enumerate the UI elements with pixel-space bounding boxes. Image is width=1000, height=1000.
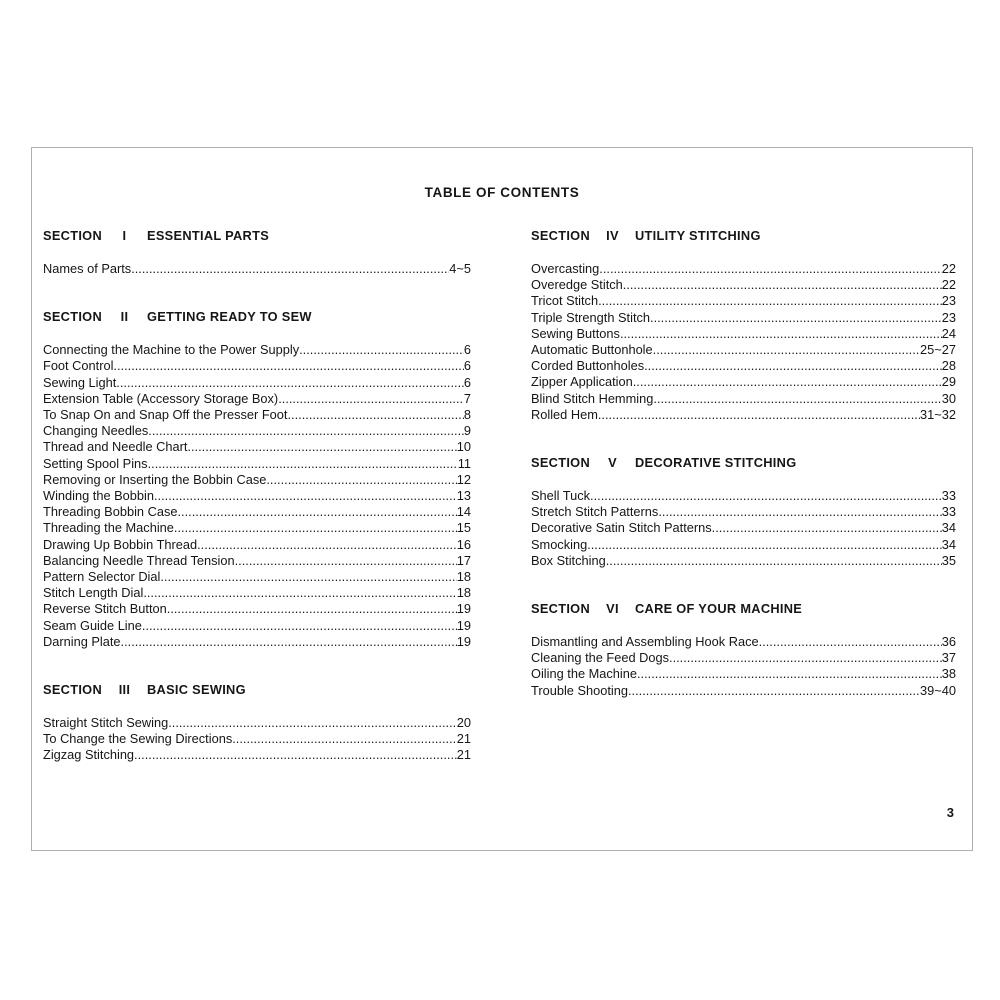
entry-page: 11 [457, 455, 471, 471]
dot-leader [148, 456, 458, 472]
entry-page: 33 [941, 504, 956, 520]
dot-leader [590, 488, 942, 504]
entry-title: Pattern Selector Dial [43, 569, 161, 585]
entry-title: Cleaning the Feed Dogs [531, 650, 670, 666]
section-numeral: III [118, 682, 131, 698]
toc-entry [531, 374, 956, 390]
entry-page: 13 [456, 488, 471, 504]
entry-page: 19 [456, 633, 471, 649]
toc-entry [43, 261, 471, 277]
toc-entry [43, 375, 471, 391]
section-label: SECTION [531, 455, 590, 471]
document-page [31, 147, 973, 851]
section-title: CARE OF YOUR MACHINE [634, 601, 803, 617]
section-label: SECTION [531, 601, 590, 617]
dot-leader [658, 504, 941, 520]
entry-page: 6 [463, 358, 471, 374]
toc-entry [43, 391, 471, 407]
toc-entry [43, 553, 471, 569]
entry-page: 24 [941, 325, 956, 341]
entry-title: Removing or Inserting the Bobbin Case [43, 471, 267, 487]
entry-page: 8 [463, 407, 471, 423]
dot-leader [168, 715, 457, 731]
section-title: BASIC SEWING [146, 682, 246, 698]
dot-leader [174, 520, 457, 536]
toc-entry [43, 439, 471, 455]
dot-leader [287, 407, 463, 423]
toc-entry [531, 261, 956, 277]
entry-title: Sewing Buttons [531, 325, 620, 341]
section-header [531, 601, 956, 616]
entry-title: Rolled Hem [531, 406, 598, 422]
entry-title: Winding the Bobbin [43, 488, 154, 504]
toc-entry [43, 601, 471, 617]
toc-entry [43, 423, 471, 439]
entry-title: Smocking [531, 536, 588, 552]
toc-entry [531, 553, 956, 569]
dot-leader [712, 520, 942, 536]
toc-entry [531, 391, 956, 407]
dot-leader [113, 358, 463, 374]
dot-leader [653, 391, 941, 407]
entry-title: Extension Table (Accessory Storage Box) [43, 390, 279, 406]
toc-entry [43, 537, 471, 553]
dot-leader [167, 601, 457, 617]
entry-title: Blind Stitch Hemming [531, 390, 654, 406]
entry-title: Overcasting [531, 261, 600, 276]
page-number: 3 [946, 805, 954, 820]
entry-page: 15 [456, 520, 471, 536]
toc-entry [43, 456, 471, 472]
toc-entry [531, 293, 956, 309]
entry-page: 37 [941, 650, 956, 666]
section-label: SECTION [43, 682, 102, 698]
entry-title: Corded Buttonholes [531, 358, 645, 374]
entry-page: 14 [456, 504, 471, 520]
dot-leader [653, 342, 920, 358]
toc-entry [531, 358, 956, 374]
toc-entry [43, 747, 471, 763]
entry-title: Connecting the Machine to the Power Supply [43, 342, 300, 358]
dot-leader [598, 293, 942, 309]
dot-leader [606, 553, 942, 569]
dot-leader [623, 277, 942, 293]
entry-page: 9 [463, 423, 471, 439]
section-numeral: VI [606, 601, 619, 617]
toc-entry [531, 537, 956, 553]
entry-page: 10 [456, 439, 471, 455]
entry-title: Changing Needles [43, 423, 149, 439]
entry-page: 4~5 [449, 261, 471, 276]
dot-leader [637, 666, 942, 682]
entry-page: 34 [941, 520, 956, 536]
toc-left-column [43, 228, 471, 764]
toc-entry [43, 715, 471, 731]
section-title: ESSENTIAL PARTS [146, 228, 270, 243]
dot-leader [232, 731, 457, 747]
toc-entry [531, 310, 956, 326]
dot-leader [598, 407, 920, 423]
toc-entry [531, 634, 956, 650]
dot-leader [143, 585, 456, 601]
dot-leader [299, 342, 464, 358]
toc-entry [43, 618, 471, 634]
entry-title: Dismantling and Assembling Hook Race [531, 634, 759, 650]
entry-page: 17 [456, 552, 471, 568]
entry-page: 19 [456, 617, 471, 633]
section-numeral: I [122, 228, 127, 243]
toc-entry [531, 666, 956, 682]
dot-leader [235, 553, 457, 569]
toc-section [531, 601, 956, 699]
section-label: SECTION [43, 309, 102, 325]
section-numeral: II [120, 309, 129, 325]
entry-title: To Change the Sewing Directions [43, 731, 233, 747]
entry-title: Balancing Needle Thread Tension [43, 552, 235, 568]
toc-entry [43, 520, 471, 536]
entry-page: 21 [456, 731, 471, 747]
entry-title: Threading Bobbin Case [43, 504, 178, 520]
entry-page: 29 [941, 374, 956, 390]
entry-page: 7 [463, 390, 471, 406]
entry-title: Oiling the Machine [531, 666, 637, 682]
entry-title: Stitch Length Dial [43, 585, 144, 601]
dot-leader [650, 310, 942, 326]
entry-title: Darning Plate [43, 633, 121, 649]
section-title: DECORATIVE STITCHING [634, 455, 797, 471]
toc-entry [43, 634, 471, 650]
page-title: TABLE OF CONTENTS [424, 185, 580, 200]
toc-entry [531, 504, 956, 520]
toc-entry [531, 326, 956, 342]
entry-page: 36 [941, 634, 956, 650]
entry-page: 6 [463, 374, 471, 390]
dot-leader [116, 375, 464, 391]
section-numeral: IV [606, 228, 619, 243]
toc-entry [43, 407, 471, 423]
dot-leader [644, 358, 942, 374]
entry-title: Thread and Needle Chart [43, 439, 188, 455]
toc-entry [531, 520, 956, 536]
entry-page: 23 [941, 293, 956, 309]
entry-page: 34 [941, 536, 956, 552]
entry-page: 16 [456, 536, 471, 552]
entry-title: Names of Parts [43, 261, 132, 276]
dot-leader [759, 634, 942, 650]
entry-page: 22 [941, 261, 956, 276]
entry-page: 22 [941, 277, 956, 293]
entry-page: 35 [941, 552, 956, 568]
entry-title: Drawing Up Bobbin Thread [43, 536, 198, 552]
entry-page: 20 [456, 715, 471, 731]
entry-title: Sewing Light [43, 374, 117, 390]
entry-page: 18 [456, 569, 471, 585]
toc-entry [43, 358, 471, 374]
dot-leader [134, 747, 457, 763]
entry-page: 31~32 [920, 406, 956, 422]
dot-leader [177, 504, 456, 520]
toc-entry [531, 277, 956, 293]
entry-title: Decorative Satin Stitch Patterns [531, 520, 712, 536]
entry-title: Tricot Stitch [531, 293, 599, 309]
toc-entry [43, 472, 471, 488]
section-header [43, 682, 471, 697]
toc-section [531, 228, 956, 423]
entry-title: Shell Tuck [531, 488, 591, 504]
entry-page: 30 [941, 390, 956, 406]
toc-section [43, 309, 471, 650]
section-title: UTILITY STITCHING [634, 228, 761, 243]
dot-leader [148, 423, 464, 439]
entry-title: Reverse Stitch Button [43, 601, 167, 617]
toc-entry [531, 683, 956, 699]
section-header [43, 228, 471, 243]
section-label: SECTION [43, 228, 102, 243]
dot-leader [669, 650, 942, 666]
entry-page: 33 [941, 488, 956, 504]
section-header [531, 228, 956, 243]
entry-title: Overedge Stitch [531, 277, 623, 293]
entry-title: Automatic Buttonhole [531, 342, 653, 358]
dot-leader [633, 374, 942, 390]
section-label: SECTION [531, 228, 590, 243]
dot-leader [142, 618, 457, 634]
dot-leader [587, 537, 942, 553]
toc-entry [531, 342, 956, 358]
entry-page: 19 [456, 601, 471, 617]
dot-leader [599, 261, 941, 277]
dot-leader [131, 261, 449, 277]
dot-leader [266, 472, 456, 488]
entry-page: 23 [941, 309, 956, 325]
entry-title: Foot Control [43, 358, 114, 374]
toc-right-column [531, 228, 956, 764]
dot-leader [160, 569, 456, 585]
toc-entry [43, 569, 471, 585]
dot-leader [620, 326, 942, 342]
dot-leader [121, 634, 457, 650]
toc-entry [43, 731, 471, 747]
entry-page: 25~27 [920, 342, 956, 358]
toc-section [531, 455, 956, 569]
dot-leader [187, 439, 456, 455]
dot-leader [628, 683, 920, 699]
section-header [43, 309, 471, 324]
toc-columns [32, 228, 972, 764]
entry-page: 12 [456, 471, 471, 487]
toc-section [43, 682, 471, 764]
entry-title: Zipper Application [531, 374, 633, 390]
entry-title: Seam Guide Line [43, 617, 142, 633]
toc-entry [43, 504, 471, 520]
entry-page: 38 [941, 666, 956, 682]
entry-page: 6 [463, 342, 471, 358]
toc-entry [531, 488, 956, 504]
toc-entry [43, 585, 471, 601]
dot-leader [197, 537, 457, 553]
entry-title: Stretch Stitch Patterns [531, 504, 659, 520]
toc-entry [43, 342, 471, 358]
entry-title: Straight Stitch Sewing [43, 715, 169, 731]
entry-page: 39~40 [920, 682, 956, 698]
entry-page: 21 [456, 747, 471, 763]
entry-title: To Snap On and Snap Off the Presser Foot [43, 407, 288, 423]
dot-leader [154, 488, 457, 504]
entry-page: 18 [456, 585, 471, 601]
section-numeral: V [608, 455, 617, 471]
entry-title: Trouble Shooting [531, 682, 628, 698]
entry-title: Threading the Machine [43, 520, 174, 536]
toc-entry [43, 488, 471, 504]
dot-leader [278, 391, 464, 407]
toc-entry [531, 407, 956, 423]
entry-title: Setting Spool Pins [43, 455, 148, 471]
section-title: GETTING READY TO SEW [146, 309, 312, 325]
entry-title: Box Stitching [531, 552, 606, 568]
entry-title: Triple Strength Stitch [531, 309, 651, 325]
entry-title: Zigzag Stitching [43, 747, 135, 763]
section-header [531, 455, 956, 470]
entry-page: 28 [941, 358, 956, 374]
toc-section [43, 228, 471, 277]
toc-entry [531, 650, 956, 666]
